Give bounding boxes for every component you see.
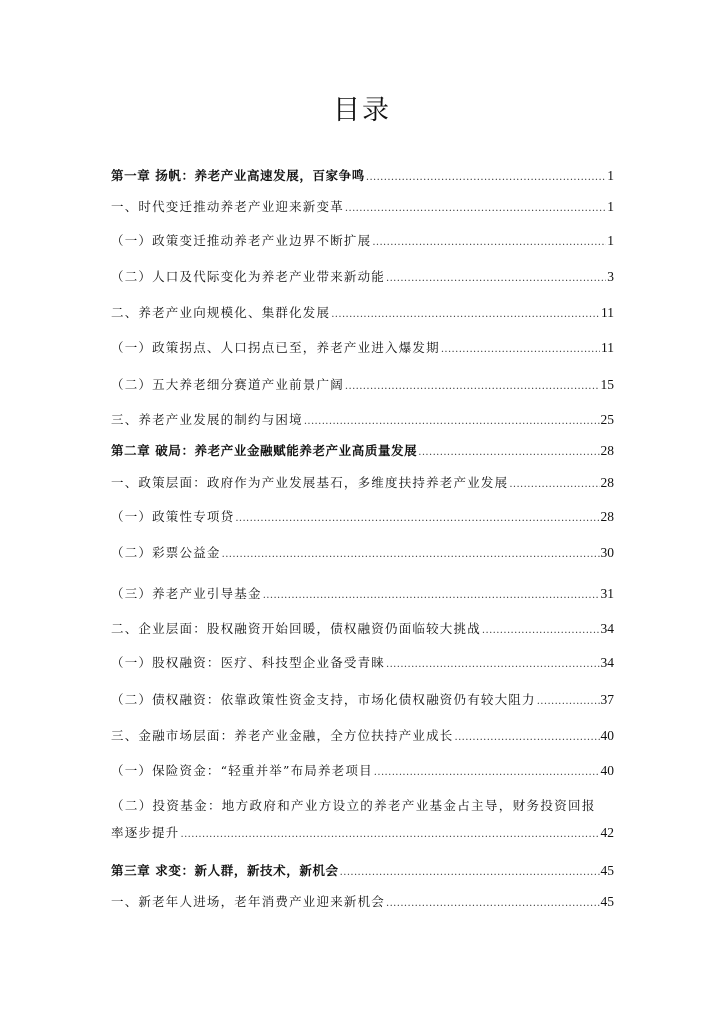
dot-leader	[509, 476, 599, 494]
toc-page-number: 34	[600, 621, 614, 636]
dot-leader	[386, 656, 599, 674]
toc-entry-title: 二、养老产业向规模化、集群化发展	[111, 305, 331, 320]
toc-entry-title: （二）债权融资：依靠政策性资金支持，市场化债权融资仍有较大阻力	[111, 692, 536, 707]
toc-entry[interactable]	[111, 620, 614, 640]
dot-leader	[345, 378, 600, 396]
toc-page-number: 40	[600, 763, 614, 778]
toc-entry[interactable]	[111, 893, 614, 913]
toc-entry-title: 第一章 扬帆：养老产业高速发展，百家争鸣	[111, 168, 365, 183]
toc-entry-title: 一、政策层面：政府作为产业发展基石，多维度扶持养老产业发展	[111, 475, 509, 490]
toc-entry-title: （三）养老产业引导基金	[111, 586, 262, 601]
toc-entry-title: （二）五大养老细分赛道产业前景广阔	[111, 377, 344, 392]
toc-entry-title: （二）投资基金：地方政府和产业方设立的养老产业基金占主导，财务投资回报	[111, 798, 596, 813]
toc-page-number: 31	[600, 586, 614, 601]
toc-entry[interactable]	[111, 411, 614, 431]
dot-leader	[386, 270, 606, 288]
toc-entry[interactable]	[111, 167, 614, 187]
toc-entry[interactable]	[111, 232, 614, 252]
toc-entry[interactable]	[111, 797, 614, 844]
toc-page-number: 34	[600, 655, 614, 670]
toc-page-number: 30	[600, 545, 614, 560]
toc-page-number: 11	[601, 340, 614, 355]
dot-leader	[222, 546, 600, 564]
toc-page-number: 28	[600, 509, 614, 524]
toc-entry-title: （一）保险资金：“轻重并举”布局养老项目	[111, 763, 373, 778]
dot-leader	[366, 169, 606, 187]
dot-leader	[372, 234, 606, 252]
toc-entry-title: 三、金融市场层面：养老产业金融，全方位扶持产业成长	[111, 728, 454, 743]
toc-entry[interactable]	[111, 508, 614, 528]
toc-entry-title: 一、新老年人进场，老年消费产业迎来新机会	[111, 894, 386, 909]
toc-page-number: 1	[607, 168, 614, 183]
dot-leader	[263, 587, 600, 605]
toc-entry-title: 一、时代变迁推动养老产业迎来新变革	[111, 199, 344, 214]
dot-leader	[537, 693, 600, 711]
toc-entry[interactable]	[111, 654, 614, 674]
toc-entry[interactable]	[111, 691, 614, 711]
page-title: 目录	[333, 95, 391, 126]
dot-leader	[418, 444, 599, 462]
toc-entry[interactable]	[111, 544, 614, 564]
toc-page-number: 28	[600, 443, 614, 458]
toc-entry-title: （一）股权融资：医疗、科技型企业备受青睐	[111, 655, 386, 670]
toc-page-number: 1	[607, 233, 614, 248]
toc-page-number: 28	[600, 475, 614, 490]
toc-page-number: 37	[600, 692, 614, 707]
toc-entry[interactable]	[111, 268, 614, 288]
dot-leader	[304, 413, 600, 431]
toc-entry-title-continued: 率逐步提升	[111, 825, 180, 840]
toc-entry[interactable]	[111, 304, 614, 324]
toc-entry[interactable]	[111, 442, 614, 462]
toc-page-number: 42	[600, 825, 614, 840]
toc-entry-title: （一）政策拐点、人口拐点已至，养老产业进入爆发期	[111, 340, 440, 355]
toc-entry-title: （二）彩票公益金	[111, 545, 221, 560]
toc-entry-title: 二、企业层面：股权融资开始回暖，债权融资仍面临较大挑战	[111, 621, 481, 636]
toc-page-number: 15	[600, 377, 614, 392]
toc-entry-title: 第二章 破局：养老产业金融赋能养老产业高质量发展	[111, 443, 418, 458]
toc-entry[interactable]	[111, 474, 614, 494]
dot-leader	[386, 895, 599, 913]
toc-page-number: 25	[600, 412, 614, 427]
dot-leader	[482, 622, 600, 640]
toc-entry[interactable]	[111, 198, 614, 218]
dot-leader	[345, 200, 606, 218]
dot-leader	[374, 764, 600, 782]
dot-leader	[235, 510, 599, 528]
toc-entry[interactable]	[111, 585, 614, 605]
dot-leader	[340, 864, 600, 882]
toc-entry-title: （一）政策性专项贷	[111, 509, 235, 524]
toc-entry-title: 第三章 求变：新人群，新技术，新机会	[111, 863, 339, 878]
toc-entry[interactable]	[111, 762, 614, 782]
toc-page-number: 1	[607, 199, 614, 214]
dot-leader	[455, 729, 600, 747]
toc-page-number: 40	[600, 728, 614, 743]
dot-leader	[331, 306, 600, 324]
dot-leader	[181, 826, 600, 844]
toc-entry[interactable]	[111, 339, 614, 359]
toc-page-number: 45	[600, 863, 614, 878]
toc-page-number: 45	[600, 894, 614, 909]
toc-entry[interactable]	[111, 862, 614, 882]
toc-entry[interactable]	[111, 376, 614, 396]
toc-entry-title: 三、养老产业发展的制约与困境	[111, 412, 303, 427]
toc-entry-title: （一）政策变迁推动养老产业边界不断扩展	[111, 233, 372, 248]
toc-entry[interactable]	[111, 727, 614, 747]
toc-page-number: 3	[607, 269, 614, 284]
toc-entry-title: （二）人口及代际变化为养老产业带来新动能	[111, 269, 386, 284]
toc-page-number: 11	[601, 305, 614, 320]
dot-leader	[441, 341, 600, 359]
